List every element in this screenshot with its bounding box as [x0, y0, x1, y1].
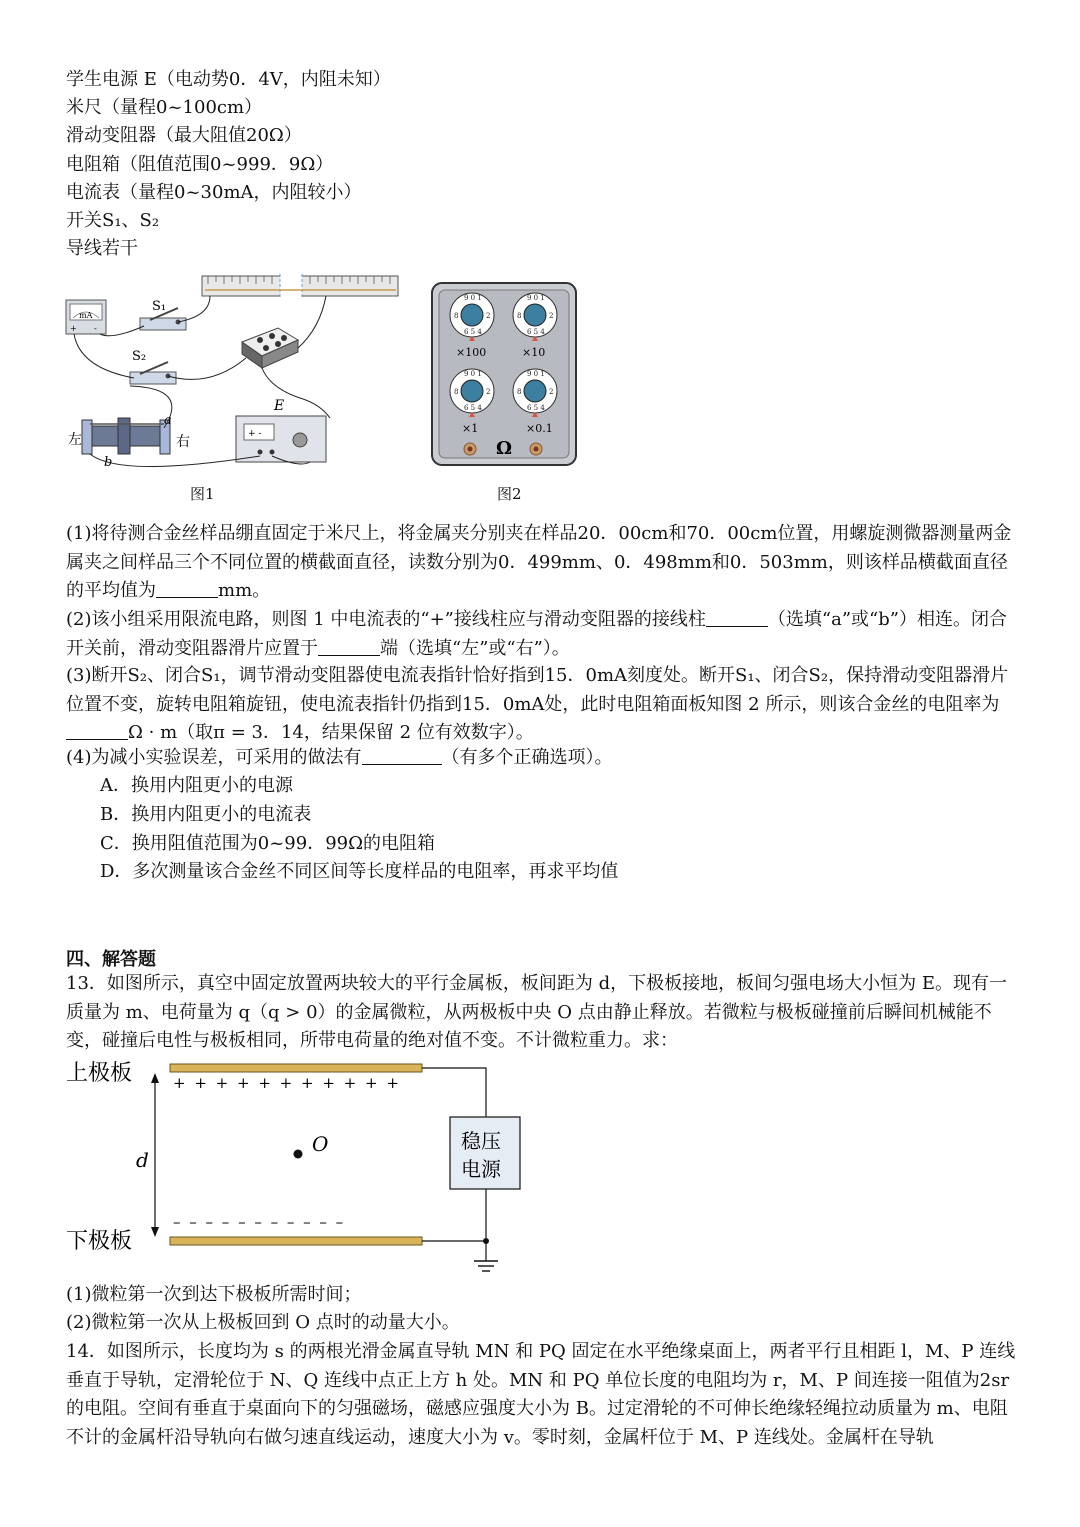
supply-label-line-2: 电源	[461, 1157, 501, 1181]
multiplier-x1: ×1	[462, 422, 479, 435]
answer-blank-3[interactable]	[66, 721, 128, 740]
figure-2-resistance-box	[430, 281, 578, 467]
question-4-text-b: （有多个正确选项）。	[441, 747, 613, 768]
answer-blank-4[interactable]	[362, 746, 442, 765]
ammeter-label: mA	[79, 311, 93, 320]
equipment-line-7: 导线若干	[66, 238, 138, 259]
question-2-text-c: 端（选填“左”或“右”）。	[380, 637, 570, 659]
answer-blank-1[interactable]	[156, 579, 218, 598]
terminal-a-label: a	[164, 413, 172, 428]
question-2-text-a: (2)该小组采用限流电路，则图 1 中电流表的“+”接线柱应与滑动变阻器的接线柱	[66, 609, 706, 630]
equipment-line-6: 开关S₁、S₂	[66, 210, 160, 231]
figure-parallel-plates	[60, 1055, 530, 1285]
figure-1-apparatus	[60, 268, 420, 478]
distance-d-label: d	[136, 1148, 149, 1172]
question-3-text-b: Ω · m（取π = 3．14，结果保留 2 位有效数字）。	[128, 722, 534, 744]
option-a: A．换用内阻更小的电源	[100, 775, 293, 796]
equipment-line-5: 电流表（量程0~30mA，内阻较小）	[66, 182, 362, 203]
lower-plate-label: 下极板	[66, 1229, 133, 1254]
question-1-text: (1)将待测合金丝样品绷直固定于米尺上，将金属夹分别夹在样品20．00cm和70．00cm位置，用螺旋测微器测量两金属夹之间样品三个不同位置的横截面直径，读数分别为0．499mm、0．498mm和0．503mm，则该样品横截面直径的平均值为	[66, 523, 1012, 602]
question-2	[66, 606, 1016, 663]
svg-text:8: 8	[517, 312, 522, 320]
problem-13-sub-1: (1)微粒第一次到达下极板所需时间；	[66, 1284, 362, 1305]
point-o-label: O	[312, 1132, 329, 1156]
equipment-line-1: 学生电源 E（电动势0．4V，内阻未知）	[66, 69, 391, 90]
svg-text:9 0 1: 9 0 1	[527, 370, 545, 378]
plus-charges: + + + + + + + + + + +	[173, 1074, 401, 1092]
svg-text:6 5 4: 6 5 4	[464, 328, 482, 336]
supply-label-line-1: 稳压	[461, 1129, 501, 1153]
svg-text:2: 2	[549, 388, 554, 396]
s2-label: S₂	[132, 349, 147, 364]
option-b: B．换用内阻更小的电流表	[100, 804, 312, 825]
answer-blank-2b[interactable]	[318, 637, 380, 656]
point-o	[294, 1150, 303, 1159]
question-3-text-a: (3)断开S₂、闭合S₁，调节滑动变阻器使电流表指针恰好指到15．0mA刻度处。断开S₁、闭合S₂，保持滑动变阻器滑片位置不变，旋转电阻箱旋钮，使电流表指针仍指到15．0mA处，此时电阻箱面板知图 2 所示，则该合金丝的电阻率为	[66, 665, 1009, 715]
problem-14: 14．如图所示，长度均为 s 的两根光滑金属直导轨 MN 和 PQ 固定在水平绝缘桌面上，两者平行且相距 l，M、P 连线垂直于导轨，定滑轮位于 N、Q 连线中点正上方 h 处。MN 和 PQ 单位长度的电阻均为 r，M、P 间连接一阻值为2sr 的电阻。空间有垂直于桌面向下的匀强磁场，磁感应强度大小为 B。过定滑轮的不可伸长绝缘轻绳拉动质量为 m、电阻不计的金属杆沿导轨向右做匀速直线运动，速度大小为 v。零时刻，金属杆位于 M、P 连线处。金属杆在导轨	[66, 1341, 1016, 1448]
question-2-text-b: （选填“a”或“b”）相连。闭合开关前，滑动变阻器滑片应置于	[66, 609, 1007, 659]
equipment-line-2: 米尺（量程0~100cm）	[66, 97, 263, 118]
question-3	[66, 662, 1016, 748]
svg-text:+: +	[70, 324, 77, 333]
source-e-label: E	[274, 398, 285, 414]
ground-icon	[474, 1261, 498, 1271]
multiplier-x10: ×10	[522, 346, 546, 359]
answer-blank-2a[interactable]	[706, 608, 768, 627]
question-4-text-a: (4)为减小实验误差，可采用的做法有	[66, 747, 362, 768]
svg-text:9 0 1: 9 0 1	[464, 294, 482, 302]
svg-text:8: 8	[517, 388, 522, 396]
option-c: C．换用阻值范围为0~99．99Ω的电阻箱	[100, 833, 436, 854]
figure-1-caption: 图1	[190, 485, 215, 503]
question-4	[66, 744, 613, 772]
rheostat-right-label: 右	[176, 434, 190, 450]
problem-13-sub-2: (2)微粒第一次从上极板回到 O 点时的动量大小。	[66, 1312, 460, 1333]
s1-label: S₁	[152, 299, 167, 314]
question-1-tail: mm。	[218, 580, 271, 602]
svg-text:6 5 4: 6 5 4	[464, 404, 482, 412]
svg-text:+ -: + -	[248, 429, 262, 439]
multiplier-x100: ×100	[456, 346, 487, 359]
equipment-line-3: 滑动变阻器（最大阻值20Ω）	[66, 125, 302, 146]
svg-text:6 5 4: 6 5 4	[527, 328, 545, 336]
option-d: D．多次测量该合金丝不同区间等长度样品的电阻率，再求平均值	[100, 861, 619, 882]
svg-text:2: 2	[486, 388, 491, 396]
svg-text:6 5 4: 6 5 4	[527, 404, 545, 412]
svg-text:8: 8	[454, 312, 459, 320]
terminal-b-label: b	[104, 455, 113, 470]
question-1	[66, 520, 1016, 606]
upper-plate-label: 上极板	[66, 1061, 133, 1086]
multiplier-x0-1: ×0.1	[526, 422, 553, 435]
svg-text:2: 2	[486, 312, 491, 320]
omega-symbol: Ω	[496, 438, 513, 459]
minus-charges: – – – – – – – – – – –	[173, 1213, 346, 1231]
equipment-line-4: 电阻箱（阻值范围0~999．9Ω）	[66, 154, 334, 175]
section-title: 四、解答题	[66, 949, 156, 970]
svg-text:-: -	[94, 324, 97, 333]
svg-text:9 0 1: 9 0 1	[527, 294, 545, 302]
figure-2-caption: 图2	[497, 485, 522, 503]
rheostat-left-label: 左	[68, 432, 82, 448]
svg-text:9 0 1: 9 0 1	[464, 370, 482, 378]
problem-13: 13．如图所示，真空中固定放置两块较大的平行金属板，板间距为 d，下极板接地，板间匀强电场大小恒为 E。现有一质量为 m、电荷量为 q（q > 0）的金属微粒，从两极板中央 O 点由静止释放。若微粒与极板碰撞前后瞬间机械能不变，碰撞后电性与极板相同，所带电荷量的绝对值不变。不计微粒重力。求：	[66, 973, 1008, 1052]
svg-text:2: 2	[549, 312, 554, 320]
svg-text:8: 8	[454, 388, 459, 396]
